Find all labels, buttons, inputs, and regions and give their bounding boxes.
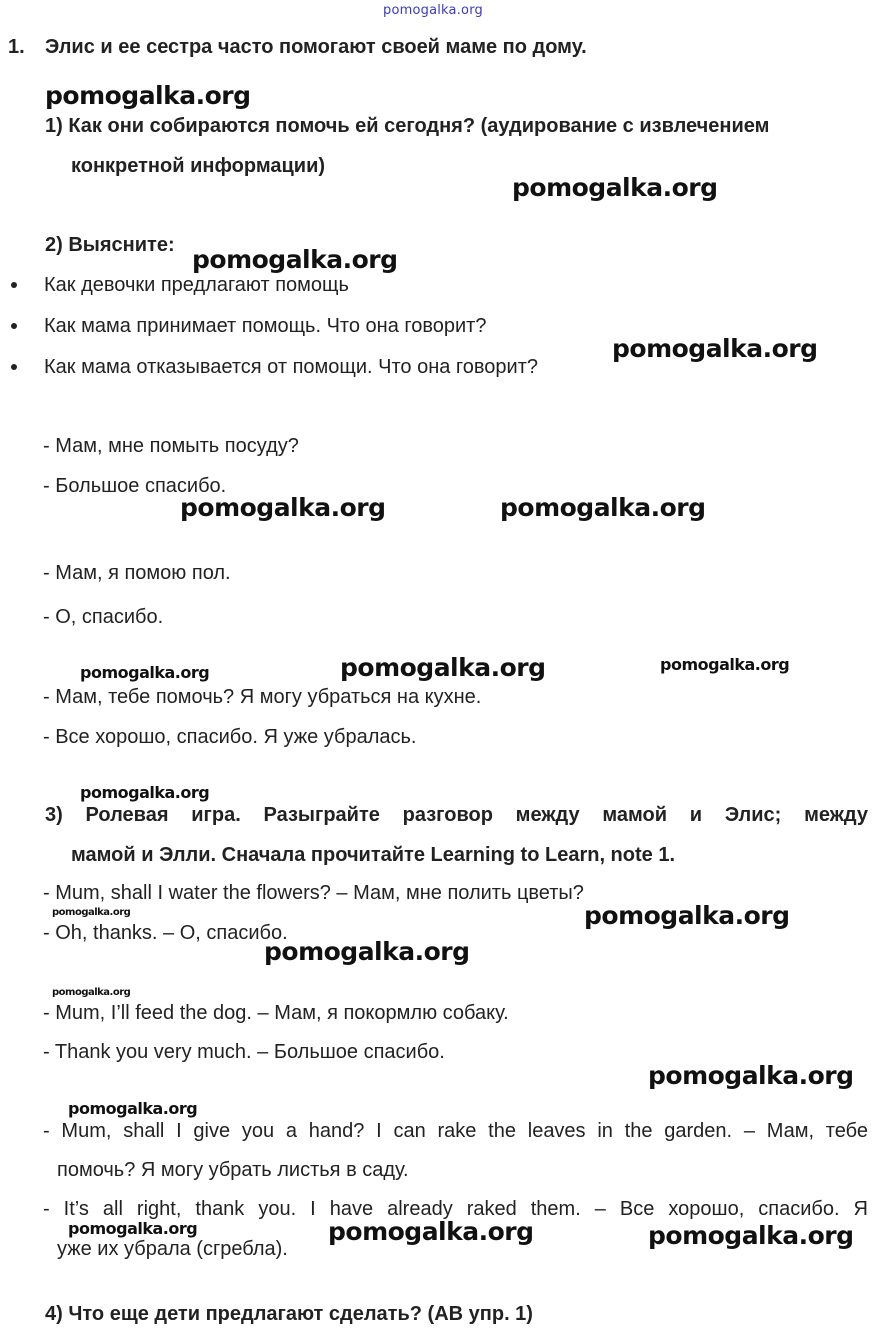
watermark: pomogalka.org: [80, 783, 210, 802]
watermark: pomogalka.org: [584, 901, 790, 930]
watermark: pomogalka.org: [264, 937, 470, 966]
watermark: pomogalka.org: [500, 493, 706, 522]
dialog-line: - Mum, shall I give you a hand? I can rake the leaves in the garden. – Мам, тебе: [43, 1120, 868, 1142]
dialog-line: - It’s all right, thank you. I have already raked them. – Все хорошо, спасибо. Я: [43, 1198, 868, 1220]
task3-line2: мамой и Элли. Сначала прочитайте Learning to Learn, note 1.: [71, 844, 676, 866]
bullet-dot: [11, 323, 17, 329]
dialog-line: - Мам, тебе помочь? Я могу убраться на кухне.: [43, 686, 482, 708]
bullet-dot: [11, 282, 17, 288]
watermark: pomogalka.org: [648, 1221, 854, 1250]
dialog-line: уже их убрала (сгребла).: [57, 1238, 288, 1260]
watermark: pomogalka.org: [68, 1219, 198, 1238]
bullet-dot: [11, 364, 17, 370]
watermark-top: pomogalka.org: [383, 3, 483, 18]
dialog-line: - О, спасибо.: [43, 606, 164, 628]
dialog-line: - Mum, shall I water the flowers? – Мам, мне полить цветы?: [43, 882, 584, 904]
dialog-line: - Все хорошо, спасибо. Я уже убралась.: [43, 726, 417, 748]
watermark: pomogalka.org: [648, 1061, 854, 1090]
dialog-line: помочь? Я могу убрать листья в саду.: [57, 1159, 409, 1181]
watermark: pomogalka.org: [612, 334, 818, 363]
watermark: pomogalka.org: [52, 987, 131, 998]
task1-line1: 1) Как они собираются помочь ей сегодня? (аудирование с извлечением: [45, 115, 770, 137]
bullet-item: Как мама отказывается от помощи. Что она говорит?: [44, 356, 539, 378]
watermark: pomogalka.org: [192, 245, 398, 274]
bullet-item: Как мама принимает помощь. Что она говорит?: [44, 315, 487, 337]
task2-title: 2) Выясните:: [45, 234, 175, 256]
watermark: pomogalka.org: [80, 663, 210, 682]
task3-line1: 3) Ролевая игра. Разыграйте разговор между мамой и Элис; между: [45, 804, 868, 826]
watermark: pomogalka.org: [45, 81, 251, 110]
exercise-title: Элис и ее сестра часто помогают своей маме по дому.: [45, 36, 587, 58]
dialog-line: - Oh, thanks. – О, спасибо.: [43, 922, 288, 944]
watermark: pomogalka.org: [180, 493, 386, 522]
watermark: pomogalka.org: [68, 1099, 198, 1118]
bullet-item: Как девочки предлагают помощь: [44, 274, 349, 296]
task1-line2: конкретной информации): [71, 155, 326, 177]
watermark: pomogalka.org: [52, 907, 131, 918]
exercise-number: 1.: [8, 36, 25, 58]
watermark: pomogalka.org: [660, 655, 790, 674]
watermark: pomogalka.org: [512, 173, 718, 202]
watermark: pomogalka.org: [328, 1217, 534, 1246]
task4: 4) Что еще дети предлагают сделать? (АВ упр. 1): [45, 1303, 533, 1325]
dialog-line: - Большое спасибо.: [43, 475, 227, 497]
watermark: pomogalka.org: [340, 653, 546, 682]
dialog-line: - Мам, я помою пол.: [43, 562, 231, 584]
dialog-line: - Thank you very much. – Большое спасибо.: [43, 1041, 445, 1063]
dialog-line: - Мам, мне помыть посуду?: [43, 435, 299, 457]
dialog-line: - Mum, I’ll feed the dog. – Мам, я покормлю собаку.: [43, 1002, 509, 1024]
